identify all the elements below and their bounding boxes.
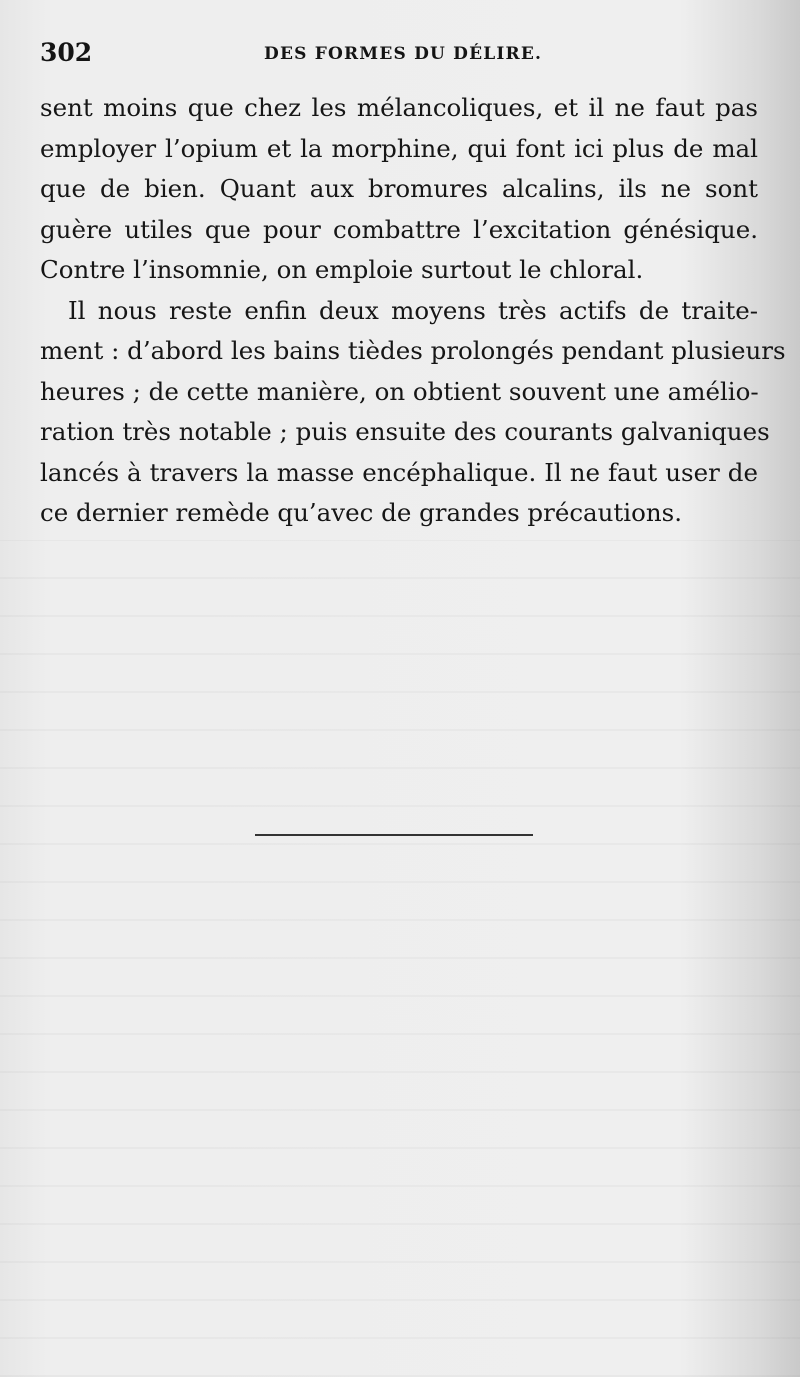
page-header xyxy=(40,38,760,78)
text-line: guère utiles que pour combattre l’excitation génésique. xyxy=(40,214,758,244)
text-line: ration très notable ; puis ensuite des courants galvaniques xyxy=(40,417,770,446)
paragraph-1 xyxy=(40,88,758,291)
page-number: 302 xyxy=(40,38,93,67)
text-line: que de bien. Quant aux bromures alcalins, ils ne sont xyxy=(40,174,758,203)
text-line: sent moins que chez les mélancoliques, et il ne faut pas xyxy=(40,93,758,122)
text-line: Contre l’insomnie, on emploie surtout le chloral. xyxy=(40,255,644,284)
text-line: lancés à travers la masse encéphalique. Il ne faut user de xyxy=(40,457,758,487)
running-head: DES FORMES DU DÉLIRE. xyxy=(264,44,543,64)
text-line: ce dernier remède qu’avec de grandes précautions. xyxy=(40,498,683,527)
body-text xyxy=(40,88,786,534)
text-line: employer l’opium et la morphine, qui font ici plus de mal xyxy=(40,133,758,163)
paragraph-2 xyxy=(40,291,786,534)
text-line: ment : d’abord les bains tièdes prolongés pendant plusieurs xyxy=(40,336,786,365)
text-line: heures ; de cette manière, on obtient souvent une amélio- xyxy=(40,376,759,406)
section-end-rule xyxy=(255,834,533,836)
text-line: Il nous reste enfin deux moyens très actifs de traite- xyxy=(68,295,758,325)
